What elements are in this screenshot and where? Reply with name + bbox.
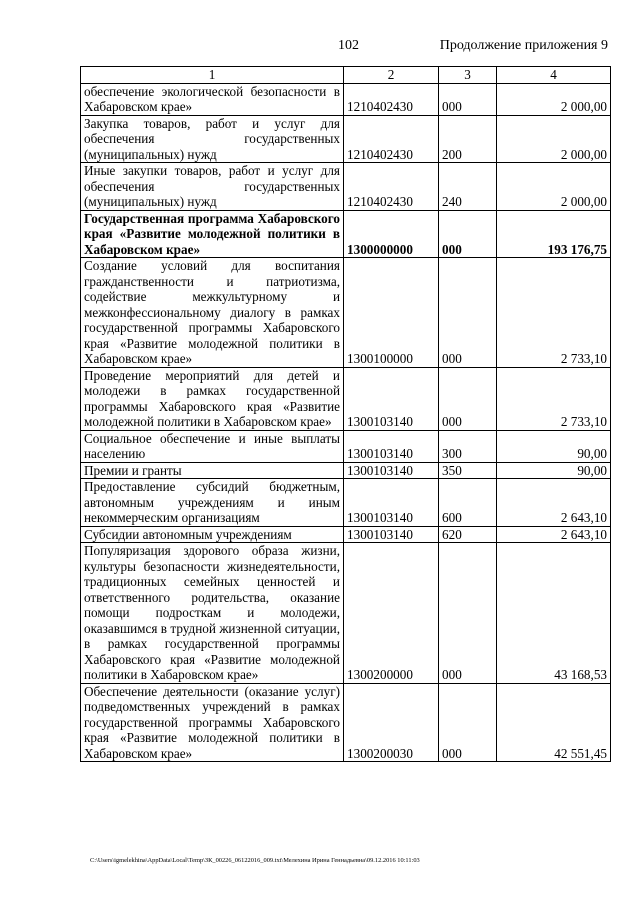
row-amount-cell: 193 176,75 — [497, 210, 611, 258]
row-code-cell: 1300103140 — [344, 367, 439, 430]
table-row — [81, 163, 611, 211]
row-amount-cell: 2 733,10 — [497, 367, 611, 430]
row-name-cell: Популяризация здорового образа жизни, культуры безопасности жизнедеятельности, традиционных семейных ценностей и ответственного родительства, оказание помощи подросткам и молодежи, оказавшимся в трудной жизненной ситуации, в рамках государственной программы Хабаровского края «Развитие молодежной политики в Хабаровском крае» — [81, 543, 344, 684]
column-header: 2 — [344, 67, 439, 84]
row-amount-cell: 2 643,10 — [497, 526, 611, 543]
row-name-cell: Проведение мероприятий для детей и молодежи в рамках государственной программы Хабаровского края «Развитие молодежной политики в Хабаровском крае» — [81, 367, 344, 430]
row-code-cell: 1210402430 — [344, 115, 439, 163]
row-code-cell: 1300200000 — [344, 543, 439, 684]
row-name-cell: Государственная программа Хабаровского края «Развитие молодежной политики в Хабаровском крае» — [81, 210, 344, 258]
row-amount-cell: 2 643,10 — [497, 479, 611, 527]
row-code-cell: 1210402430 — [344, 83, 439, 115]
table-row — [81, 115, 611, 163]
row-code-cell: 1300000000 — [344, 210, 439, 258]
row-amount-cell: 90,00 — [497, 430, 611, 462]
row-amount-cell: 43 168,53 — [497, 543, 611, 684]
row-name-cell: Обеспечение деятельности (оказание услуг) подведомственных учреждений в рамках государственной программы Хабаровского края «Развитие молодежной политики в Хабаровском крае» — [81, 683, 344, 762]
row-amount-cell: 2 000,00 — [497, 115, 611, 163]
table-row — [81, 367, 611, 430]
table-row — [81, 479, 611, 527]
row-amount-cell: 2 000,00 — [497, 163, 611, 211]
row-code-cell: 1300100000 — [344, 258, 439, 368]
row-amount-cell: 2 000,00 — [497, 83, 611, 115]
row-code-cell: 1300103140 — [344, 462, 439, 479]
row-type-cell: 600 — [439, 479, 497, 527]
row-name-cell: обеспечение экологической безопасности в Хабаровском крае» — [81, 83, 344, 115]
table-body — [81, 83, 611, 762]
row-name-cell: Создание условий для воспитания гражданственности и патриотизма, содействие межкультурному и межконфессиональному диалогу в рамках государственной программы Хабаровского края «Развитие молодежной политики в Хабаровском крае» — [81, 258, 344, 368]
column-header: 3 — [439, 67, 497, 84]
row-amount-cell: 42 551,45 — [497, 683, 611, 762]
table-row — [81, 83, 611, 115]
column-header: 4 — [497, 67, 611, 84]
row-name-cell: Премии и гранты — [81, 462, 344, 479]
row-type-cell: 000 — [439, 683, 497, 762]
footer-file-path: C:\Users\igmelekhina\AppData\Local\Temp\ЗК_00226_06122016_009.txt\Мелехина Ирина Геннадьевна\09.12.2016 10:11:03 — [90, 857, 420, 864]
row-code-cell: 1300103140 — [344, 526, 439, 543]
page-number: 102 — [338, 38, 359, 53]
row-type-cell: 000 — [439, 210, 497, 258]
row-type-cell: 000 — [439, 83, 497, 115]
table-row — [81, 210, 611, 258]
row-name-cell: Предоставление субсидий бюджетным, автономным учреждениям и иным некоммерческим организациям — [81, 479, 344, 527]
row-type-cell: 200 — [439, 115, 497, 163]
table-header-row — [81, 67, 611, 84]
row-type-cell: 350 — [439, 462, 497, 479]
table-row — [81, 543, 611, 684]
column-header: 1 — [81, 67, 344, 84]
row-name-cell: Социальное обеспечение и иные выплаты населению — [81, 430, 344, 462]
row-code-cell: 1300103140 — [344, 430, 439, 462]
row-name-cell: Субсидии автономным учреждениям — [81, 526, 344, 543]
row-type-cell: 000 — [439, 258, 497, 368]
row-type-cell: 000 — [439, 543, 497, 684]
table-row — [81, 462, 611, 479]
table-row — [81, 526, 611, 543]
row-type-cell: 000 — [439, 367, 497, 430]
row-amount-cell: 2 733,10 — [497, 258, 611, 368]
budget-table — [80, 66, 611, 762]
table-row — [81, 430, 611, 462]
row-type-cell: 240 — [439, 163, 497, 211]
table-row — [81, 258, 611, 368]
row-code-cell: 1300103140 — [344, 479, 439, 527]
row-name-cell: Закупка товаров, работ и услуг для обеспечения государственных (муниципальных) нужд — [81, 115, 344, 163]
appendix-label: Продолжение приложения 9 — [439, 38, 608, 53]
table-row — [81, 683, 611, 762]
page-header — [0, 38, 640, 56]
row-code-cell: 1300200030 — [344, 683, 439, 762]
row-type-cell: 300 — [439, 430, 497, 462]
row-name-cell: Иные закупки товаров, работ и услуг для обеспечения государственных (муниципальных) нужд — [81, 163, 344, 211]
row-code-cell: 1210402430 — [344, 163, 439, 211]
row-type-cell: 620 — [439, 526, 497, 543]
row-amount-cell: 90,00 — [497, 462, 611, 479]
